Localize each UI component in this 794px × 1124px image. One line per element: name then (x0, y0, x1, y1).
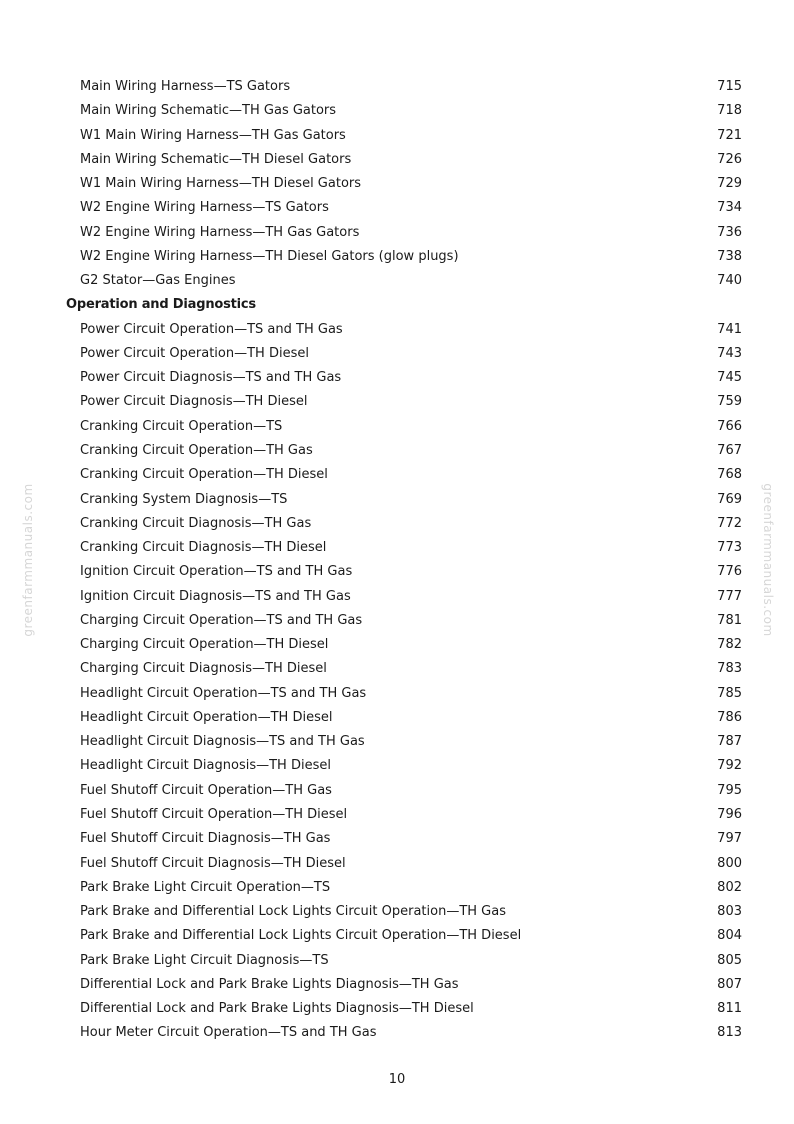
toc-entry-page: 745 (717, 370, 742, 386)
toc-entry-title: Main Wiring Schematic—TH Gas Gators (80, 103, 337, 119)
toc-entry-page: 811 (717, 1001, 742, 1017)
toc-entry-title: Fuel Shutoff Circuit Diagnosis—TH Diesel (80, 855, 346, 871)
toc-entry-page: 813 (717, 1025, 742, 1041)
toc-entry-title: Park Brake and Differential Lock Lights Circuit Operation—TH Gas (80, 904, 506, 920)
toc-entry-page: 772 (717, 515, 742, 531)
toc-entry-page: 738 (717, 248, 742, 264)
toc-row[interactable] (0, 245, 794, 269)
toc-row[interactable] (0, 585, 794, 609)
toc-entry-page: 769 (717, 491, 742, 507)
toc-row[interactable] (0, 512, 794, 536)
toc-row[interactable] (0, 536, 794, 560)
toc-entry-page: 721 (717, 127, 742, 143)
toc-entry-page: 767 (717, 442, 742, 458)
toc-row[interactable] (0, 924, 794, 948)
toc-entry-title: Ignition Circuit Operation—TS and TH Gas (80, 564, 353, 580)
toc-entry-page: 807 (717, 976, 742, 992)
toc-entry-title: Power Circuit Diagnosis—TS and TH Gas (80, 370, 342, 386)
toc-entry-title: Fuel Shutoff Circuit Diagnosis—TH Gas (80, 831, 331, 847)
toc-row[interactable] (0, 973, 794, 997)
toc-entry-title: Power Circuit Operation—TH Diesel (80, 345, 309, 361)
toc-entry-title: Power Circuit Operation—TS and TH Gas (80, 321, 343, 337)
toc-entry-page: 805 (717, 952, 742, 968)
toc-entry-title: Park Brake Light Circuit Diagnosis—TS (80, 952, 329, 968)
toc-entry-page: 773 (717, 540, 742, 556)
toc-row[interactable] (0, 633, 794, 657)
toc-row[interactable] (0, 124, 794, 148)
toc-row[interactable] (0, 75, 794, 99)
watermark-left: greenfarmmanuals.com (21, 483, 35, 637)
toc-entry-page: 786 (717, 709, 742, 725)
toc-entry-page: 797 (717, 831, 742, 847)
toc-entry-page: 726 (717, 151, 742, 167)
toc-row[interactable] (0, 390, 794, 414)
toc-entry-title: Differential Lock and Park Brake Lights Diagnosis—TH Gas (80, 976, 459, 992)
toc-entry-page: 777 (717, 588, 742, 604)
toc-row[interactable] (0, 463, 794, 487)
toc-row[interactable] (0, 172, 794, 196)
toc-entry-page: 787 (717, 734, 742, 750)
toc-row[interactable] (0, 221, 794, 245)
toc-row[interactable] (0, 488, 794, 512)
toc-row[interactable] (0, 827, 794, 851)
toc-entry-page: 729 (717, 176, 742, 192)
toc-entry-page: 734 (717, 200, 742, 216)
toc-entry-title: Charging Circuit Diagnosis—TH Diesel (80, 661, 327, 677)
toc-entry-title: Cranking Circuit Diagnosis—TH Gas (80, 515, 312, 531)
table-of-contents (0, 75, 794, 1046)
toc-entry-title: Charging Circuit Operation—TS and TH Gas (80, 612, 363, 628)
toc-entry-title: Ignition Circuit Diagnosis—TS and TH Gas (80, 588, 351, 604)
toc-entry-page: 785 (717, 685, 742, 701)
page-number: 10 (388, 1072, 406, 1087)
toc-row[interactable] (0, 682, 794, 706)
toc-entry-title: W2 Engine Wiring Harness—TS Gators (80, 200, 329, 216)
toc-entry-title: Charging Circuit Operation—TH Diesel (80, 637, 329, 653)
toc-entry-page: 792 (717, 758, 742, 774)
toc-row[interactable] (0, 609, 794, 633)
toc-entry-page: 759 (717, 394, 742, 410)
toc-row[interactable] (0, 439, 794, 463)
toc-row[interactable] (0, 852, 794, 876)
toc-entry-page: 800 (717, 855, 742, 871)
toc-entry-page: 743 (717, 345, 742, 361)
toc-entry-title: Fuel Shutoff Circuit Operation—TH Diesel (80, 806, 348, 822)
toc-row[interactable] (0, 997, 794, 1021)
toc-entry-page: 766 (717, 418, 742, 434)
toc-entry-page: 736 (717, 224, 742, 240)
toc-entry-title: W1 Main Wiring Harness—TH Gas Gators (80, 127, 346, 143)
toc-entry-page: 741 (717, 321, 742, 337)
toc-row[interactable] (0, 803, 794, 827)
toc-entry-page: 768 (717, 467, 742, 483)
toc-row[interactable] (0, 366, 794, 390)
toc-row[interactable] (0, 754, 794, 778)
toc-entry-title: Main Wiring Schematic—TH Diesel Gators (80, 151, 352, 167)
toc-entry-page: 783 (717, 661, 742, 677)
toc-row[interactable] (0, 876, 794, 900)
toc-row[interactable] (0, 1021, 794, 1045)
toc-row[interactable] (0, 949, 794, 973)
toc-entry-page: 796 (717, 806, 742, 822)
toc-entry-title: Fuel Shutoff Circuit Operation—TH Gas (80, 782, 332, 798)
toc-row[interactable] (0, 730, 794, 754)
toc-entry-title: Cranking Circuit Diagnosis—TH Diesel (80, 540, 327, 556)
toc-entry-title: Headlight Circuit Operation—TH Diesel (80, 709, 333, 725)
toc-entry-page: 804 (717, 928, 742, 944)
toc-entry-page: 718 (717, 103, 742, 119)
toc-entry-title: W2 Engine Wiring Harness—TH Gas Gators (80, 224, 360, 240)
toc-entry-title: Cranking Circuit Operation—TS (80, 418, 283, 434)
toc-entry-page: 740 (717, 273, 742, 289)
section-heading-title: Operation and Diagnostics (66, 297, 256, 313)
toc-entry-title: Cranking Circuit Operation—TH Gas (80, 442, 313, 458)
toc-entry-page: 776 (717, 564, 742, 580)
toc-entry-page: 782 (717, 637, 742, 653)
toc-entry-title: Hour Meter Circuit Operation—TS and TH Gas (80, 1025, 377, 1041)
toc-row[interactable] (0, 657, 794, 681)
toc-entry-title: Main Wiring Harness—TS Gators (80, 79, 291, 94)
toc-section-heading[interactable] (0, 293, 794, 317)
toc-row[interactable] (0, 560, 794, 584)
toc-row[interactable] (0, 900, 794, 924)
toc-entry-page: 795 (717, 782, 742, 798)
toc-row[interactable] (0, 196, 794, 220)
toc-row[interactable] (0, 415, 794, 439)
toc-entry-title: Park Brake Light Circuit Operation—TS (80, 879, 331, 895)
toc-entry-title: G2 Stator—Gas Engines (80, 273, 236, 289)
toc-entry-title: Park Brake and Differential Lock Lights Circuit Operation—TH Diesel (80, 928, 522, 944)
toc-entry-title: Differential Lock and Park Brake Lights Diagnosis—TH Diesel (80, 1001, 474, 1017)
toc-entry-title: W2 Engine Wiring Harness—TH Diesel Gators (glow plugs) (80, 248, 459, 264)
toc-row[interactable] (0, 99, 794, 123)
toc-row[interactable] (0, 706, 794, 730)
toc-entry-page: 781 (717, 612, 742, 628)
toc-entry-page: 803 (717, 904, 742, 920)
toc-entry-title: Headlight Circuit Diagnosis—TS and TH Gas (80, 734, 365, 750)
toc-entry-title: Headlight Circuit Operation—TS and TH Gas (80, 685, 367, 701)
toc-row[interactable] (0, 342, 794, 366)
toc-entry-title: Cranking Circuit Operation—TH Diesel (80, 467, 328, 483)
toc-row[interactable] (0, 148, 794, 172)
watermark-right: greenfarmmanuals.com (761, 483, 775, 637)
toc-entry-title: Power Circuit Diagnosis—TH Diesel (80, 394, 308, 410)
toc-entry-title: Cranking System Diagnosis—TS (80, 491, 288, 507)
toc-row[interactable] (0, 779, 794, 803)
toc-entry-page: 802 (717, 879, 742, 895)
toc-entry-title: W1 Main Wiring Harness—TH Diesel Gators (80, 176, 362, 192)
toc-entry-title: Headlight Circuit Diagnosis—TH Diesel (80, 758, 331, 774)
toc-entry-page: 715 (717, 79, 742, 94)
toc-row[interactable] (0, 269, 794, 293)
toc-row[interactable] (0, 318, 794, 342)
